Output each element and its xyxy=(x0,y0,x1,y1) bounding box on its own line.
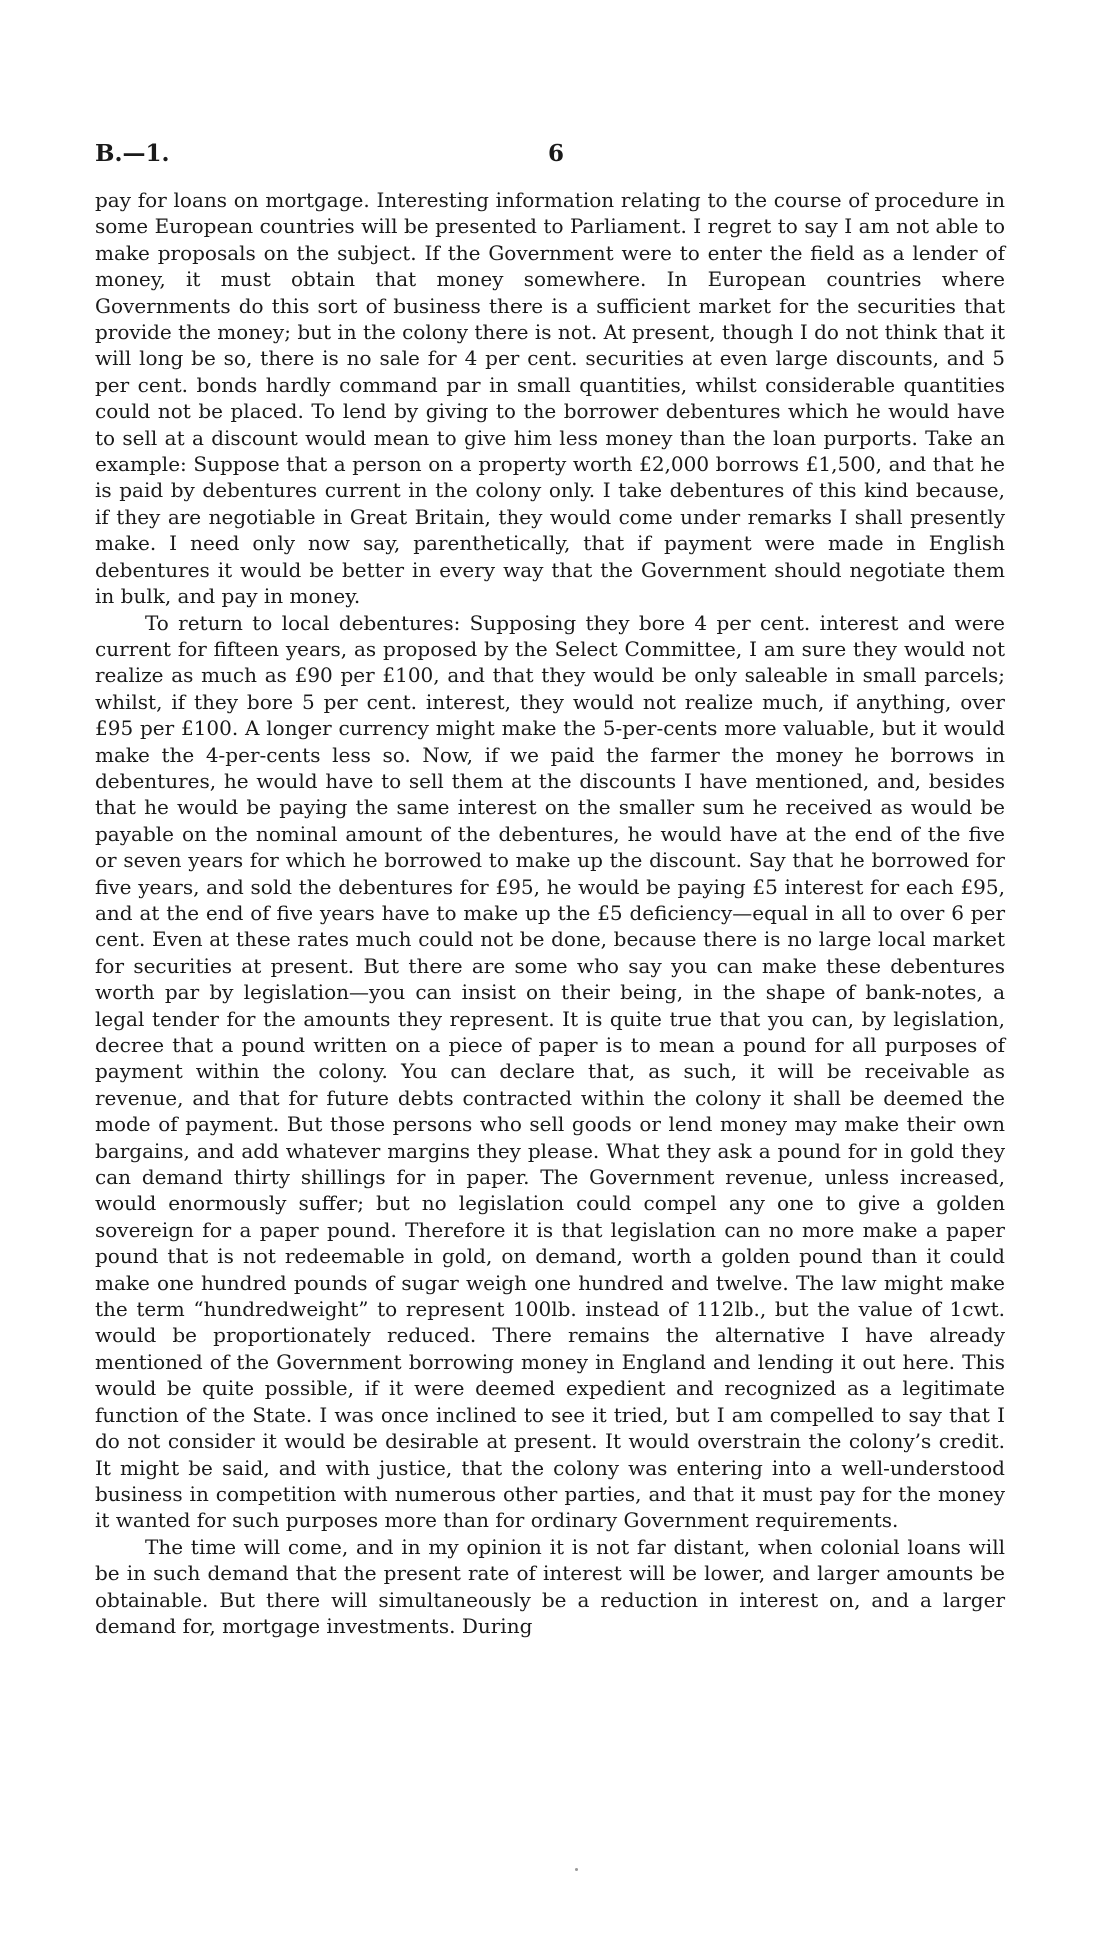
paragraph-colonial-loans: The time will come, and in my opinion it is not far distant, when colonial loans will be in such demand that the present rate of interest will be lower, and larger amounts be obtainable. But there will simultaneously be a reduction in interest on, and a larger demand for, mortgage investments. During xyxy=(95,1534,1005,1638)
paragraph-local-debentures: To return to local debentures: Supposing they bore 4 per cent. interest and were current for fifteen years, as proposed by the Select Committee, I am sure they would not realize as much as £90 per £100, and that they would be only saleable in small parcels; whilst, if they bore 5 per cent. interest, they would not realize much, if anything, over £95 per £100. A longer currency might make the 5-per-cents more valuable, but it would make the 4-per-cents less so. Now, if we paid the farmer the money he borrows in debentures, he would have to sell them at the discounts I have mentioned, and, besides that he would be paying the same interest on the smaller sum he received as would be payable on the nominal amount of the debentures, he would have at the end of the five or seven years for which he borrowed to make up the discount. Say that he borrowed for five years, and sold the debentures for £95, he would be paying £5 interest for each £95, and at the end of five years have to make up the £5 deficiency—equal in all to over 6 per cent. Even at these rates much could not be done, because there is no large local market for securities at present. But there are some who say you can make these debentures worth par by legislation—you can insist on their being, in the shape of bank-notes, a legal tender for the amounts they represent. It is quite true that you can, by legislation, decree that a pound written on a piece of paper is to mean a pound for all purposes of payment within the colony. You can declare that, as such, it will be receivable as revenue, and that for future debts contracted within the colony it shall be deemed the mode of payment. But those persons who sell goods or lend money may make their own bargains, and add whatever margins they please. What they ask a pound for in gold they can demand thirty shillings for in paper. The Government revenue, unless increased, would enormously suffer; but no legislation could compel any one to give a golden sovereign for a paper pound. Therefore it is that legislation can no more make a paper pound that is not redeemable in gold, on demand, worth a golden pound than it could make one hundred pounds of sugar weigh one hundred and twelve. The law might make the term “hundredweight” to represent 100lb. instead of 112lb., but the value of 1cwt. would be proportionately reduced. There remains the alternative I have already mentioned of the Government borrowing money in England and lending it out here. This would be quite possible, if it were deemed expedient and recognized as a legitimate function of the State. I was once inclined to see it tried, but I am compelled to say that I do not consider it would be desirable at present. It would overstrain the colony’s credit. It might be said, and with justice, that the colony was entering into a well-understood business in competition with numerous other parties, and that it must pay for the money it wanted for such purposes more than for ordinary Government requirements. xyxy=(95,610,1005,1533)
body-text xyxy=(95,187,1005,1639)
page-number: 6 xyxy=(548,140,565,167)
print-speck xyxy=(575,1868,578,1871)
document-reference: B.—1. xyxy=(95,140,170,167)
page-header xyxy=(95,140,1005,170)
paragraph-continuation: pay for loans on mortgage. Interesting information relating to the course of procedure in some European countries will be presented to Parliament. I regret to say I am not able to make proposals on the subject. If the Government were to enter the field as a lender of money, it must obtain that money somewhere. In European countries where Governments do this sort of business there is a sufficient market for the securities that provide the money; but in the colony there is not. At present, though I do not think that it will long be so, there is no sale for 4 per cent. securities at even large discounts, and 5 per cent. bonds hardly command par in small quantities, whilst considerable quantities could not be placed. To lend by giving to the borrower debentures which he would have to sell at a discount would mean to give him less money than the loan purports. Take an example: Suppose that a person on a property worth £2,000 borrows £1,500, and that he is paid by debentures current in the colony only. I take debentures of this kind because, if they are negotiable in Great Britain, they would come under remarks I shall presently make. I need only now say, parenthetically, that if payment were made in English debentures it would be better in every way that the Government should negotiate them in bulk, and pay in money. xyxy=(95,188,1005,609)
